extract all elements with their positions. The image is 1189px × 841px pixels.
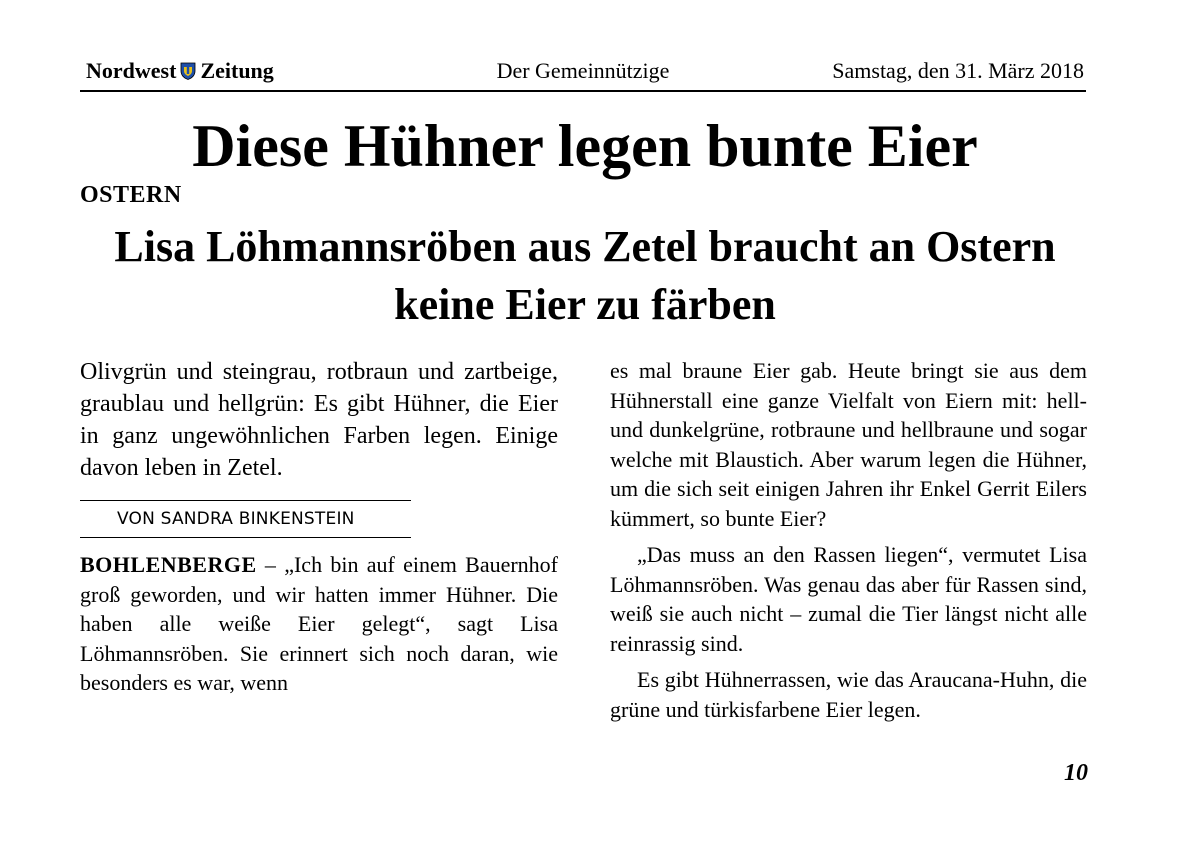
section-name: Der Gemeinnützige xyxy=(496,58,670,83)
brand-name-left: Nordwest xyxy=(86,58,177,83)
body-paragraph: „Das muss an den Rassen liegen“, vermutet Lisa Löhmannsröben. Was genau das aber für Rassen sind, weiß sie auch nicht – zumal die Tier längst nicht alle reinrassig sind. xyxy=(610,542,1087,656)
article-dateline: BOHLENBERGE xyxy=(80,552,257,577)
body-text: – „Ich bin auf einem Bauernhof groß geworden, und wir hatten immer Hühner. Die haben alle weiße Eier gelegt“, sagt Lisa Löhmannsröben. Sie erinnert sich noch daran, wie besonders es war, wenn xyxy=(80,552,558,695)
body-paragraph: Es gibt Hühnerrassen, wie das Araucana-Huhn, die grüne und türkisfarbene Eier legen. xyxy=(610,667,1087,722)
article-headline: Diese Hühner legen bunte Eier xyxy=(192,113,978,179)
article-column-left xyxy=(80,356,558,698)
article-byline: VON SANDRA BINKENSTEIN xyxy=(117,509,355,529)
article-column-right xyxy=(610,356,1087,724)
article-subheadline: Lisa Löhmannsröben aus Zetel braucht an Ostern keine Eier zu färben xyxy=(114,222,1056,329)
page-number: 10 xyxy=(1064,760,1088,786)
article-kicker: OSTERN xyxy=(80,182,182,208)
masthead xyxy=(80,58,1086,92)
brand-name-right: Zeitung xyxy=(200,58,274,83)
issue-date: Samstag, den 31. März 2018 xyxy=(832,58,1084,83)
article-lead: Olivgrün und steingrau, rotbraun und zartbeige, graublau und hellgrün: Es gibt Hühner, die Eier in ganz ungewöhnlichen Farben legen. Einige davon leben in Zetel. xyxy=(80,359,558,481)
body-paragraph: es mal braune Eier gab. Heute bringt sie aus dem Hühnerstall eine ganze Vielfalt von Eiern mit: hell- und dunkelgrüne, rotbraune und hellbraune und sogar welche mit Blaustich. Aber warum legen die Hühner, um die sich seit einigen Jahren ihr Enkel Gerrit Eilers kümmert, so bunte Eier? xyxy=(610,358,1087,531)
byline-box xyxy=(80,500,411,538)
body-paragraph xyxy=(80,550,558,698)
